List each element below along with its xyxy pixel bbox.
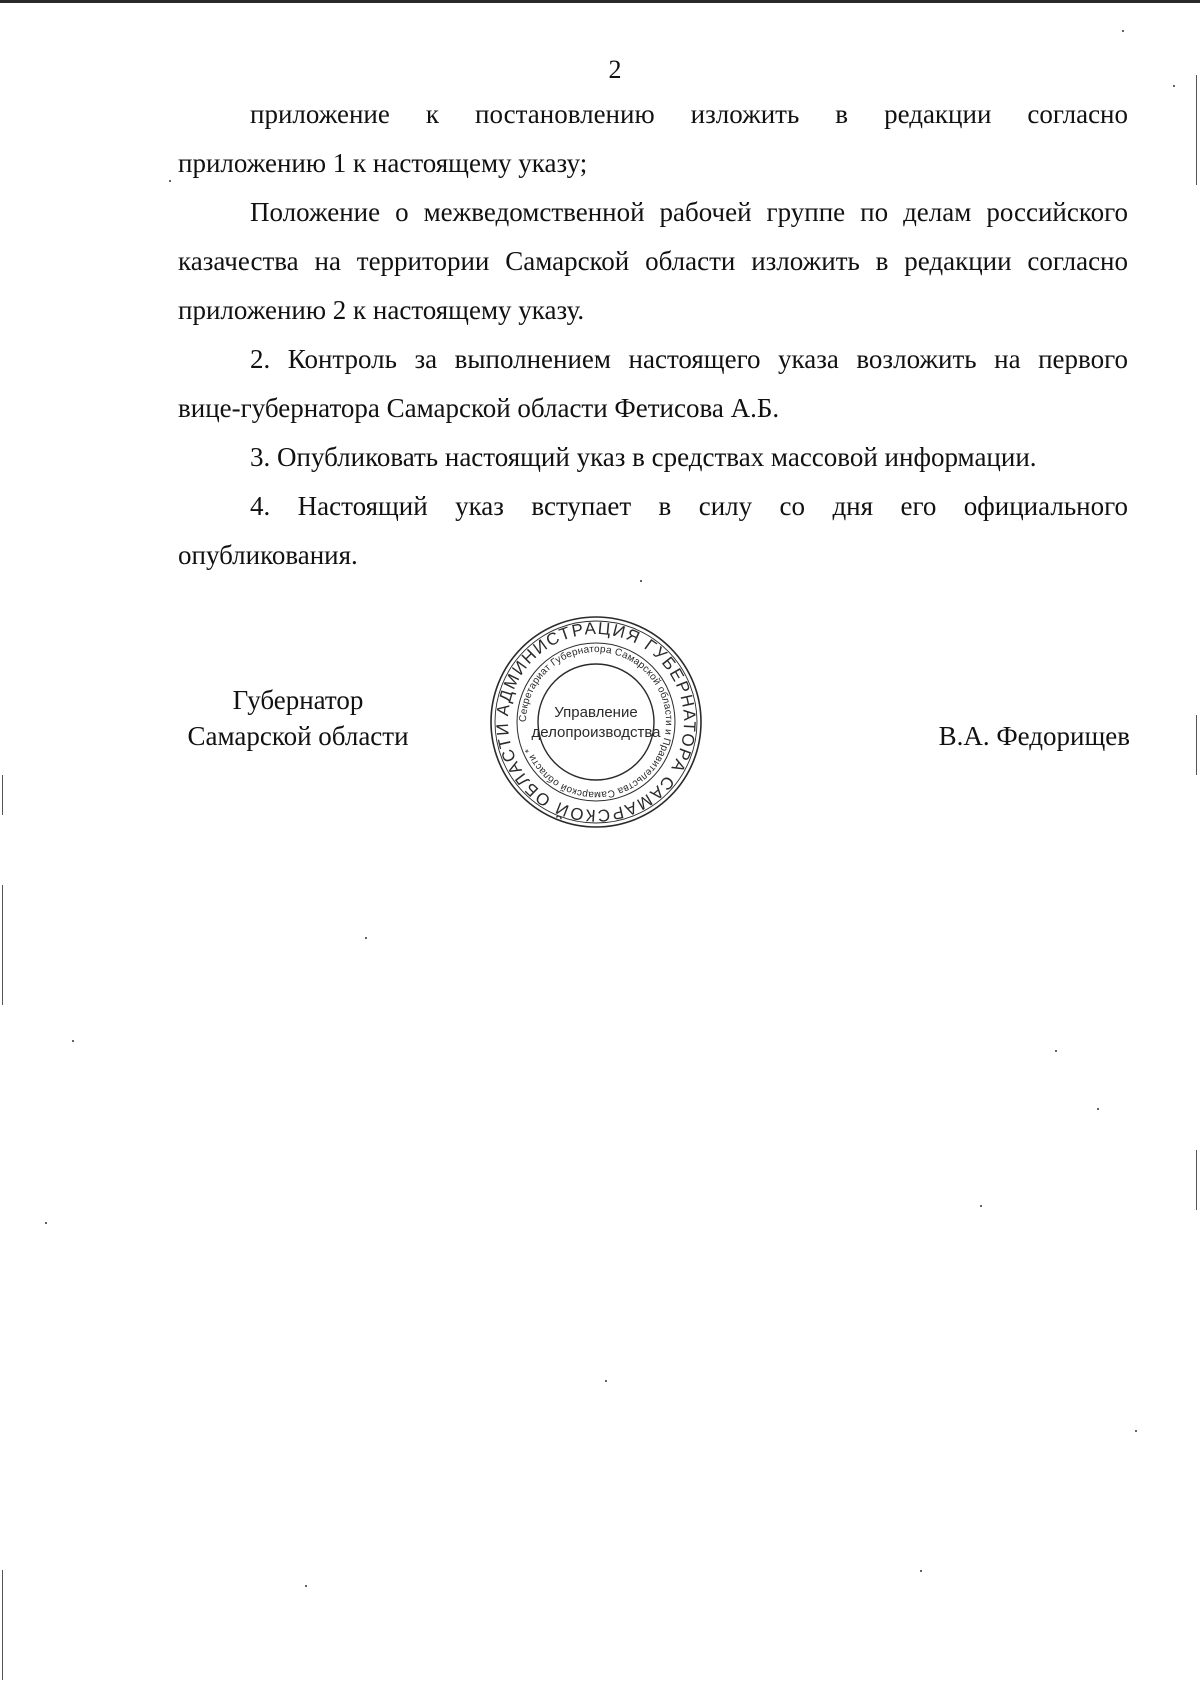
- scan-top-edge: [0, 0, 1200, 3]
- scan-speck: [920, 1570, 922, 1572]
- paragraph-line: опубликования.: [178, 540, 358, 570]
- paragraph-line: приложению 1 к настоящему указу;: [178, 148, 588, 178]
- scan-speck: [365, 937, 367, 939]
- official-seal: [487, 613, 705, 831]
- paragraph-line: Положение о межведомственной рабочей группе по делам российского: [250, 197, 1128, 227]
- scan-speck: [305, 1585, 307, 1587]
- scan-edge-mark: [1196, 75, 1197, 185]
- scan-edge-mark: [1196, 715, 1197, 775]
- paragraph-line: 4. Настоящий указ вступает в силу со дня его официального: [250, 491, 1128, 521]
- page-number: 2: [608, 55, 622, 84]
- paragraph-line: 2. Контроль за выполнением настоящего указа возложить на первого: [250, 344, 1128, 374]
- seal-outer-text: АДМИНИСТРАЦИЯ ГУБЕРНАТОРА САМАРСКОЙ ОБЛАСТИ: [492, 618, 700, 826]
- scan-speck: [980, 1205, 982, 1207]
- scan-edge-mark: [2, 775, 3, 815]
- seal-graphic: [487, 613, 705, 831]
- seal-center-line: делопроизводства: [531, 724, 661, 741]
- signatory-title-line: Самарской области: [187, 721, 409, 751]
- seal-middle-ring: [517, 643, 675, 801]
- paragraph-line: приложению 2 к настоящему указу.: [178, 295, 585, 325]
- scan-speck: [169, 180, 171, 182]
- scan-speck: [1173, 85, 1175, 87]
- scan-speck: [1122, 30, 1124, 32]
- scan-speck: [605, 1380, 607, 1382]
- scan-speck: [1135, 1430, 1137, 1432]
- seal-inner-ring: [538, 664, 654, 780]
- scan-speck: [640, 580, 642, 582]
- scan-speck: [1055, 1050, 1057, 1052]
- signatory-title: [168, 682, 428, 754]
- paragraph-line: вице-губернатора Самарской области Фетисова А.Б.: [178, 393, 780, 423]
- scan-edge-mark: [2, 885, 3, 1005]
- seal-inner-text: Секретариат Губернатора Самарской области и Правительства Самарской области *: [517, 643, 675, 801]
- scan-edge-mark: [1196, 1150, 1197, 1210]
- paragraph-line: 3. Опубликовать настоящий указ в средствах массовой информации.: [250, 442, 1037, 472]
- seal-center-line: Управление: [554, 704, 638, 721]
- document-body: [178, 90, 1128, 580]
- scan-speck: [45, 1222, 47, 1224]
- scan-speck: [72, 1040, 74, 1042]
- paragraph-line: приложение к постановлению изложить в редакции согласно: [250, 99, 1128, 129]
- signatory-name: В.А. Федорищев: [938, 721, 1130, 751]
- scan-speck: [1097, 1108, 1099, 1110]
- paragraph-line: казачества на территории Самарской области изложить в редакции согласно: [178, 246, 1128, 276]
- signatory-title-line: Губернатор: [232, 685, 364, 715]
- scan-edge-mark: [2, 1570, 3, 1680]
